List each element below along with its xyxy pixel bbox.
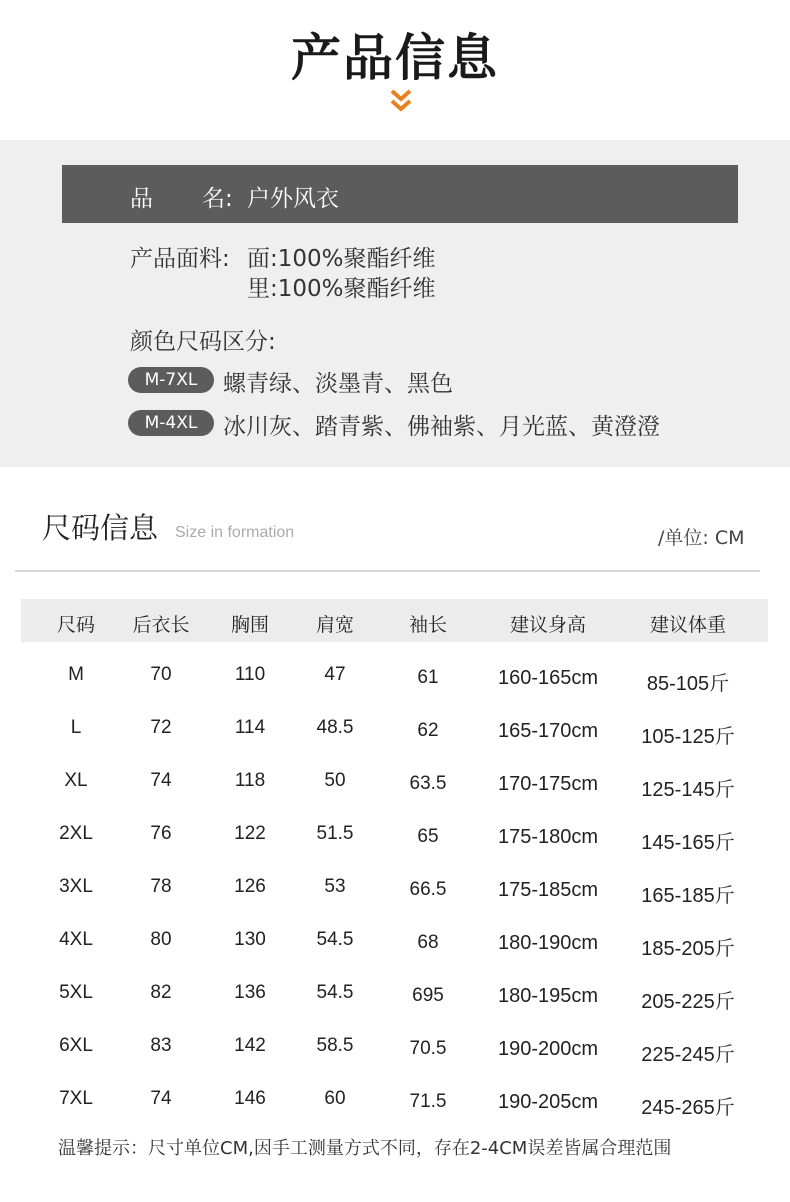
table-cell: M (68, 664, 84, 685)
divider (15, 570, 760, 572)
table-cell: 180-190cm (497, 932, 599, 954)
table-cell: 136 (234, 982, 266, 1003)
table-cell: 68 (417, 932, 439, 953)
table-cell: 175-180cm (497, 826, 599, 848)
column-header: 后衣长 (132, 614, 190, 636)
table-cell: 695 (412, 985, 444, 1006)
table-cell: 114 (234, 717, 266, 738)
table-cell: 63.5 (409, 773, 447, 794)
size-section-title: 尺码信息 (42, 511, 159, 545)
fabric-lining: 里:100%聚酯纤维 (247, 276, 436, 302)
table-cell: 165-185斤 (641, 885, 735, 907)
column-header: 尺码 (56, 614, 96, 636)
table-cell: 185-205斤 (641, 938, 735, 960)
table-cell: 83 (150, 1035, 172, 1056)
table-cell: 180-195cm (497, 985, 599, 1007)
column-header: 胸围 (230, 614, 270, 636)
product-name-label: 品 (130, 186, 153, 212)
table-cell: 5XL (59, 982, 93, 1003)
color-list: 螺青绿、淡墨青、黑色 (223, 371, 453, 397)
table-cell: 71.5 (409, 1091, 447, 1112)
fabric-label: 产品面料: (130, 246, 230, 272)
table-cell: 70.5 (409, 1038, 447, 1059)
table-cell: L (70, 717, 82, 738)
table-cell: 105-125斤 (641, 726, 735, 748)
table-cell: 122 (234, 823, 266, 844)
column-header: 建议身高 (509, 614, 587, 636)
table-cell: 146 (234, 1088, 266, 1109)
color-list: 冰川灰、踏青紫、佛袖紫、月光蓝、黄澄澄 (223, 414, 660, 440)
table-cell: 160-165cm (497, 667, 599, 689)
table-cell: 170-175cm (497, 773, 599, 795)
table-cell: 80 (150, 929, 172, 950)
table-cell: 53 (324, 876, 346, 897)
column-header: 袖长 (408, 614, 448, 636)
table-cell: 6XL (59, 1035, 93, 1056)
table-cell: 65 (417, 826, 439, 847)
table-cell: 205-225斤 (641, 991, 735, 1013)
table-cell: 74 (150, 770, 172, 791)
table-cell: 62 (417, 720, 439, 741)
table-cell: 7XL (59, 1088, 93, 1109)
table-cell: 245-265斤 (641, 1097, 735, 1119)
page-title: 产品信息 (291, 29, 499, 87)
table-cell: 78 (150, 876, 172, 897)
table-cell: XL (64, 770, 88, 791)
table-cell: 51.5 (316, 823, 354, 844)
table-cell: 142 (234, 1035, 266, 1056)
table-cell: 4XL (59, 929, 93, 950)
fabric-outer: 面:100%聚酯纤维 (247, 246, 436, 272)
table-cell: 125-145斤 (641, 779, 735, 801)
table-cell: 130 (234, 929, 266, 950)
size-range-badge: M-7XL (128, 367, 214, 393)
product-name-label-2: 名: (202, 186, 233, 212)
table-cell: 165-170cm (497, 720, 599, 742)
table-cell: 54.5 (316, 982, 354, 1003)
unit-label: /单位: CM (658, 527, 745, 549)
table-cell: 3XL (59, 876, 93, 897)
table-cell: 60 (324, 1088, 346, 1109)
size-section-subtitle: Size in formation (175, 524, 295, 541)
table-cell: 47 (324, 664, 346, 685)
table-cell: 225-245斤 (641, 1044, 735, 1066)
size-range-badge: M-4XL (128, 410, 214, 436)
table-cell: 61 (417, 667, 439, 688)
table-cell: 58.5 (316, 1035, 354, 1056)
color-size-title: 颜色尺码区分: (130, 329, 276, 355)
table-cell: 70 (150, 664, 172, 685)
table-cell: 2XL (59, 823, 93, 844)
table-cell: 82 (150, 982, 172, 1003)
table-cell: 54.5 (316, 929, 354, 950)
table-cell: 76 (150, 823, 172, 844)
product-name-bar (62, 165, 738, 223)
product-name-value: 户外风衣 (247, 186, 339, 212)
product-info-panel (0, 140, 790, 467)
table-cell: 190-205cm (497, 1091, 599, 1113)
table-cell: 85-105斤 (646, 673, 730, 695)
table-cell: 118 (234, 770, 266, 791)
measurement-note: 温馨提示：尺寸单位CM,因手工测量方式不同，存在2-4CM误差皆属合理范围 (58, 1138, 672, 1159)
column-header: 建议体重 (649, 614, 727, 636)
table-cell: 50 (324, 770, 346, 791)
column-header: 肩宽 (315, 614, 355, 636)
table-cell: 72 (150, 717, 172, 738)
table-cell: 66.5 (409, 879, 447, 900)
table-cell: 48.5 (316, 717, 354, 738)
table-cell: 145-165斤 (641, 832, 735, 854)
table-cell: 175-185cm (497, 879, 599, 901)
table-cell: 126 (234, 876, 266, 897)
table-cell: 74 (150, 1088, 172, 1109)
table-cell: 190-200cm (497, 1038, 599, 1060)
double-chevron-down-icon (389, 88, 413, 116)
table-cell: 110 (234, 664, 266, 685)
